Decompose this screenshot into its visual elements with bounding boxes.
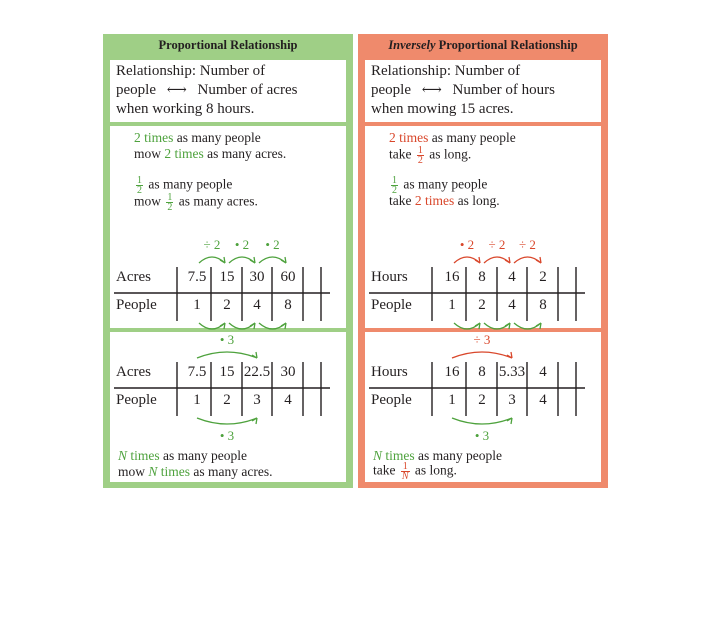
arrow-head (475, 257, 480, 263)
row-label: People (371, 392, 412, 408)
table-cell: 2 (223, 392, 231, 408)
arrow-arc (452, 352, 512, 358)
table-cell: 22.5 (243, 364, 271, 380)
table-cell: 8 (284, 297, 292, 313)
double-arrow-icon: ⟷ (421, 83, 442, 98)
example-box (365, 126, 601, 328)
statement: mow 2 times as many acres. (134, 146, 287, 161)
statement: N times as many people (118, 448, 247, 463)
example-box-n (110, 332, 346, 482)
proportional-panel (103, 34, 353, 488)
example-box-n (365, 332, 601, 482)
arrow-head (250, 257, 255, 263)
statement: N times as many people (373, 448, 502, 463)
table-cell: 7.5 (187, 269, 207, 285)
table-cell: 16 (444, 364, 460, 380)
table-cell: 2 (539, 269, 547, 285)
table-cell: 8 (478, 269, 486, 285)
row-label: People (371, 297, 412, 313)
relationship-box (365, 60, 601, 122)
statement: mow $\frac{1}{2}$ as many acres. (134, 192, 258, 213)
row-label: Acres (116, 269, 151, 285)
panel-header: Proportional Relationship (158, 38, 298, 52)
operation-label: • 3 (219, 332, 235, 347)
arrow-head (220, 323, 225, 329)
operation-label: ÷ 2 (488, 237, 506, 252)
statement: 2 times as many people (389, 130, 516, 145)
arrow-head (536, 323, 541, 329)
row-label: People (116, 392, 157, 408)
operation-label: • 3 (219, 428, 235, 443)
arrow-arc (197, 352, 257, 358)
table-cell: 1 (193, 297, 201, 313)
table-cell: 60 (280, 269, 296, 285)
table-cell: 2 (223, 297, 231, 313)
table-cell: 3 (508, 392, 516, 408)
statement: $\frac{1}{2}$ as many people (392, 175, 488, 196)
table-cell: 1 (448, 392, 456, 408)
table-cell: 15 (219, 364, 235, 380)
operation-label: • 2 (265, 237, 280, 252)
table-cell: 4 (539, 364, 547, 380)
row-label: Hours (371, 269, 408, 285)
table-cell: 1 (448, 297, 456, 313)
table-cell: 4 (508, 269, 516, 285)
arrow-head (281, 257, 286, 263)
operation-label: • 2 (459, 237, 475, 252)
table-cell: 7.5 (187, 364, 207, 380)
operation-label: ÷ 3 (473, 332, 491, 347)
arrow-head (250, 323, 255, 329)
operation-label: • 2 (234, 237, 250, 252)
row-label: People (116, 297, 157, 313)
arrow-head (220, 257, 225, 263)
table-cell: 4 (284, 392, 292, 408)
row-label: Hours (371, 364, 408, 380)
statement: mow N times as many acres. (118, 464, 273, 479)
table-cell: 4 (508, 297, 516, 313)
double-arrow-icon: ⟷ (166, 83, 187, 98)
arrow-arc (452, 418, 512, 424)
table-cell: 30 (249, 269, 265, 285)
table-cell: 3 (253, 392, 261, 408)
statement: 2 times as many people (134, 130, 261, 145)
example-box (110, 126, 346, 328)
arrow-head (505, 323, 510, 329)
inverse-proportional-panel (358, 34, 608, 488)
table-cell: 4 (253, 297, 261, 313)
table-cell: 2 (478, 297, 486, 313)
table-cell: 8 (539, 297, 547, 313)
statement: take $\frac{1}{N}$ as long. (373, 461, 457, 482)
relationship-text: Relationship: Number of people ⟷ Number of acres when working 8 hours. (116, 63, 298, 117)
table-cell: 1 (193, 392, 201, 408)
table-cell: 5.33 (498, 364, 526, 380)
panel-header: Inversely Proportional Relationship (388, 38, 578, 52)
table-grid (365, 332, 601, 632)
table-grid (110, 332, 346, 632)
statement: take 2 times as long. (389, 193, 500, 208)
row-label: Acres (116, 364, 151, 380)
relationship-text: Relationship: Number of people ⟷ Number of hours when mowing 15 acres. (371, 63, 555, 117)
operation-label: ÷ 2 (203, 237, 221, 252)
table-cell: 30 (280, 364, 296, 380)
arrow-head (536, 257, 541, 263)
relationship-box (110, 60, 346, 122)
table-cell: 8 (478, 364, 486, 380)
table-cell: 2 (478, 392, 486, 408)
arrow-arc (197, 418, 257, 424)
statement: $\frac{1}{2}$ as many people (137, 175, 233, 196)
arrow-head (475, 323, 480, 329)
table-cell: 4 (539, 392, 547, 408)
statement: take $\frac{1}{2}$ as long. (389, 145, 472, 166)
table-cell: 16 (444, 269, 460, 285)
arrow-head (505, 257, 510, 263)
operation-label: • 3 (474, 428, 490, 443)
operation-label: ÷ 2 (519, 237, 536, 252)
arrow-head (281, 323, 286, 329)
table-cell: 15 (219, 269, 235, 285)
